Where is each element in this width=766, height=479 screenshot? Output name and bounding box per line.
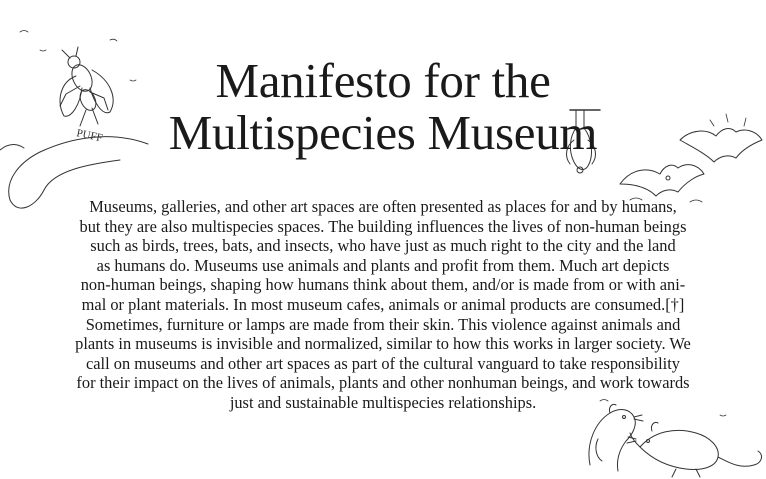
title-line-1: Manifesto for the: [215, 53, 551, 108]
manifesto-title: [0, 55, 766, 159]
manifesto-body: Museums, galleries, and other art spaces are often presented as places for and by humans, but they are also multispecies spaces. The building influences the lives of non-human beings such as birds, trees, bats, and insects, who have just as much right to the city and the land as humans do. Museums use animals and plants and profit from them. Much art depicts non-human beings, shaping how humans think about them, and/or is made from or with ani- mal or plant materials. In most museum cafes, animals or animal products are consumed.[†] Sometimes, furniture or lamps are made from their skin. This violence against animals and plants in museums is invisible and normalized, similar to how this works in larger society. We call on museums and other art spaces as part of the cultural vanguard to take responsibility for their impact on the lives of animals, plants and other nonhuman beings, and work towards just and sustainable multispecies relationships.: [75, 197, 691, 412]
title-line-2: Multispecies Museum: [168, 105, 598, 160]
fly-label: PUFF: [75, 127, 104, 145]
